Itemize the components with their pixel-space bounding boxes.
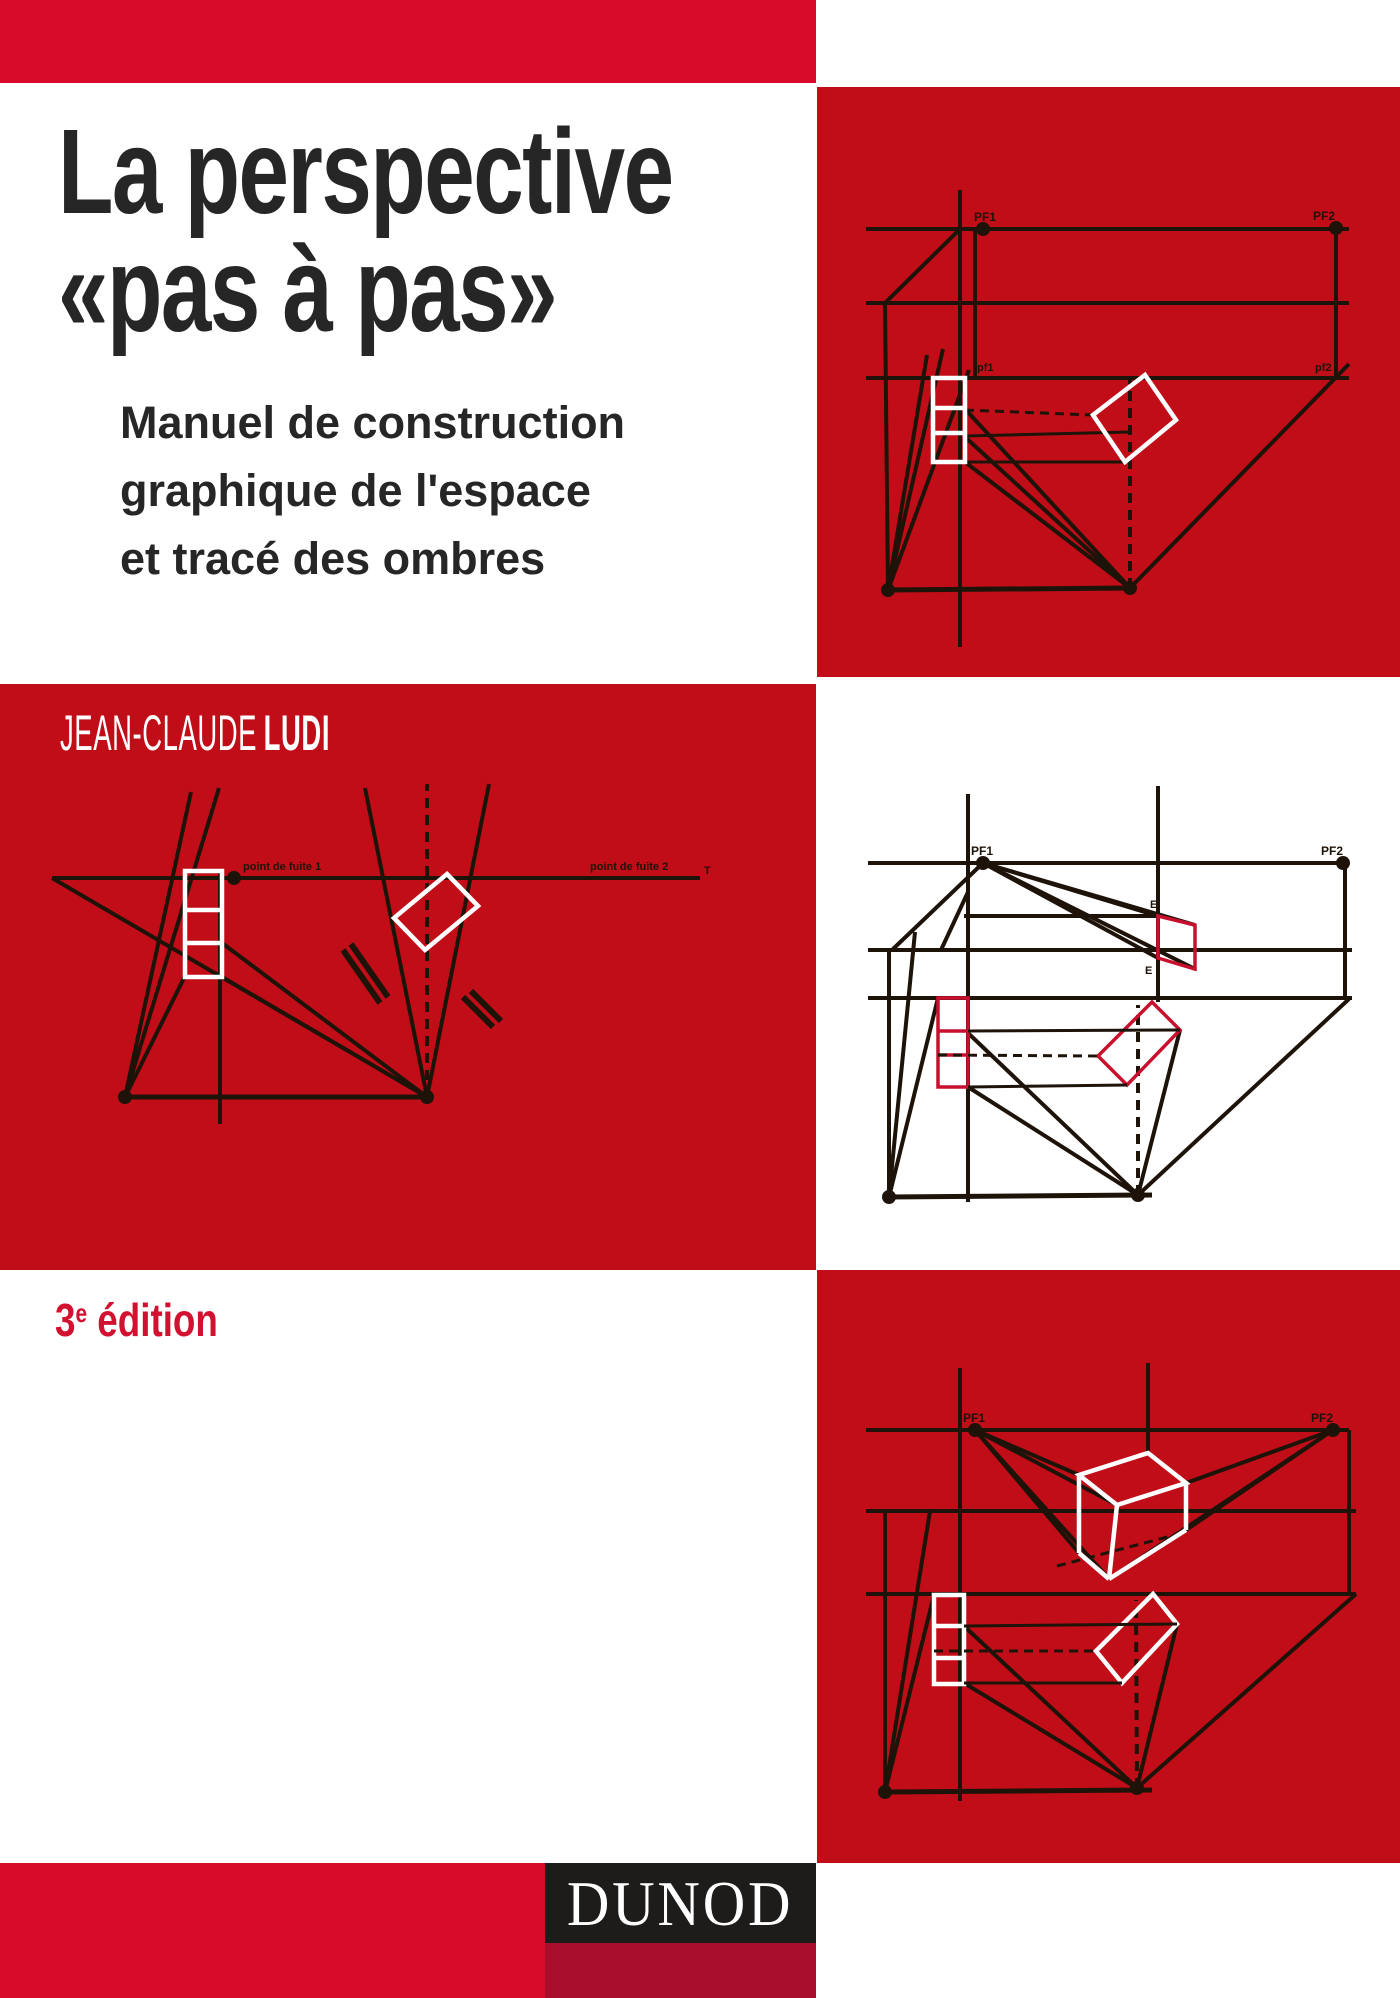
white-cube <box>1079 1453 1186 1579</box>
vanishing-point-label: PF2 <box>1313 209 1336 223</box>
vanishing-point-label: PF1 <box>971 844 994 858</box>
edition-superscript: e <box>75 1298 88 1328</box>
vanishing-point-label: point de fuite 2 <box>590 861 669 873</box>
book-title <box>58 103 673 357</box>
author-first-name: JEAN-CLAUDE <box>60 705 258 761</box>
perspective-diagram-3 <box>817 677 1400 1270</box>
book-subtitle <box>120 389 625 593</box>
white-rotated-square <box>1093 375 1176 462</box>
construction-lines <box>52 784 700 1124</box>
vanishing-point-label: PF2 <box>1311 1411 1334 1425</box>
author-last-name: LUDI <box>263 705 331 761</box>
red-cell-rectangle <box>938 998 968 1087</box>
white-highlight-shapes <box>933 375 1176 462</box>
subtitle-line-3: et tracé des ombres <box>120 533 546 584</box>
vanishing-point-label: pf2 <box>1315 362 1332 374</box>
perspective-diagram-1 <box>817 87 1400 677</box>
title-line-1: La perspective <box>58 103 673 239</box>
edition-badge <box>55 1290 218 1346</box>
t-mark-label: T <box>704 865 711 877</box>
perspective-diagram-4 <box>817 1270 1400 1863</box>
top-red-bar <box>0 0 816 83</box>
title-line-2: «pas à pas» <box>58 221 557 357</box>
vanishing-point-label: PF1 <box>974 210 997 224</box>
point-label: E <box>1150 899 1158 911</box>
construction-lines <box>868 786 1352 1202</box>
diagram-block-top-right <box>817 87 1400 677</box>
white-highlight-shapes <box>185 871 478 977</box>
publisher-red-strip <box>545 1943 816 1998</box>
subtitle-line-1: Manuel de construction <box>120 397 626 448</box>
perspective-diagram-2 <box>0 684 816 1270</box>
vanishing-point-label: PF2 <box>1321 844 1344 858</box>
diagram-block-bottom-right <box>817 1270 1400 1863</box>
bottom-red-band <box>0 1863 545 1998</box>
subtitle-line-2: graphique de l'espace <box>120 465 591 516</box>
point-label: E <box>1145 965 1153 977</box>
construction-lines <box>866 1363 1356 1801</box>
construction-lines <box>866 190 1349 647</box>
publisher-logo: DUNOD <box>567 1868 794 1939</box>
publisher-logo-box <box>545 1863 816 1943</box>
white-highlight-shapes <box>934 1594 1177 1684</box>
edition-number: 3 <box>55 1294 76 1346</box>
vanishing-point-label: PF1 <box>963 1411 986 1425</box>
vanishing-point-label: pf1 <box>977 362 994 374</box>
edition-word: édition <box>97 1294 218 1346</box>
diagram-block-middle-right <box>817 677 1400 1270</box>
vanishing-point-label: point de fuite 1 <box>243 861 322 873</box>
diagram-block-middle-left <box>0 684 816 1270</box>
